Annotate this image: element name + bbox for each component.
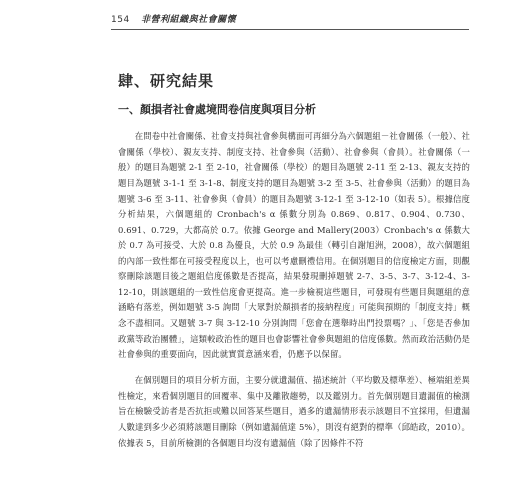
subsection-title: 一、顏損者社會處境問卷信度與項目分析	[118, 103, 316, 116]
body-paragraph: 在問卷中社會關係、社會支持與社會參與構面可再細分為六個題組－社會關係（一般）、社會關係（學校）、親友支持、制度支持、社會參與（活動）、社會參與（會員）。社會關係（一般）的題目為題號 2-1 至 2-10，社會關係（學校）的題目為題號 2-11 至 2-13、親友支持的題目為題號 3-1-1 至 3-1-8、制度支持的題目為題號 3-2 至 3-5、社會參與（活動）的題目為題號 3-6 至 3-11、社會參與（會員）的題目為題號 3-12-1 至 3-12-10（如表 5）。根據信度分析結果，六個題組的 Cronbach's α 係數分別為 0.869、0.817、0.904、0.730、0.691、0.729，大都高於 0.7。依據 George and Mallery(2003）Cronbach's α 係數大於 0.7 為可接受、大於 0.8 為優良，大於 0.9 為最佳（轉引自謝旭洲，2008），故六個題組的內部一致性都在可接受程度以上，也可以考慮刪禮信用。在個別題目的信度檢定方面，則觀察刪除該題目後之題組信度係數是否提高，結果發現刪掉題號 2-7、3-5、3-7、3-12-4、3-12-10，則該題組的一致性信度會更提高。進一步檢視這些題目，可發現有些題目與題組的意涵略有落差，例如題號 3-5 詢問「大眾對於顏損者的接納程度」可能與預期的「制度支持」概念不盡相同。又題號 3-7 與 3-12-10 分別詢問「您會在選舉時出門投票嗎？」、「您是否參加政黨等政治團體」，這類較政治性的題目也會影響社會參與題組的信度係數。然而政治活動仍是社會參與的重要面向，因此就實質意涵來看，仍應予以保留。	[118, 131, 470, 360]
running-header	[111, 12, 461, 25]
header-rule	[111, 29, 469, 30]
running-title: 非營利組織與社會關懷	[141, 15, 237, 25]
section-title: 肆、研究結果	[118, 72, 215, 90]
page-number: 154	[111, 15, 130, 25]
body-paragraph: 在個別題目的項目分析方面，主要分就遺漏值、描述統計（平均數及標準差）、極端組差異性檢定，來看個別題目的回覆率、集中及離散趨勢，以及鑑別力。首先個別題目遺漏值的檢測旨在檢驗受訪者是否抗拒或難以回答某些題目，過多的遺漏情形表示該題目不宜採用，但遺漏人數達到多少必須將該題目刪除（例如遺漏值達 5%），則沒有絕對的標準（邱皓政，2010）。依據表 5，目前所檢測的各個題目均沒有遺漏值（除了因條件不符	[118, 375, 470, 448]
